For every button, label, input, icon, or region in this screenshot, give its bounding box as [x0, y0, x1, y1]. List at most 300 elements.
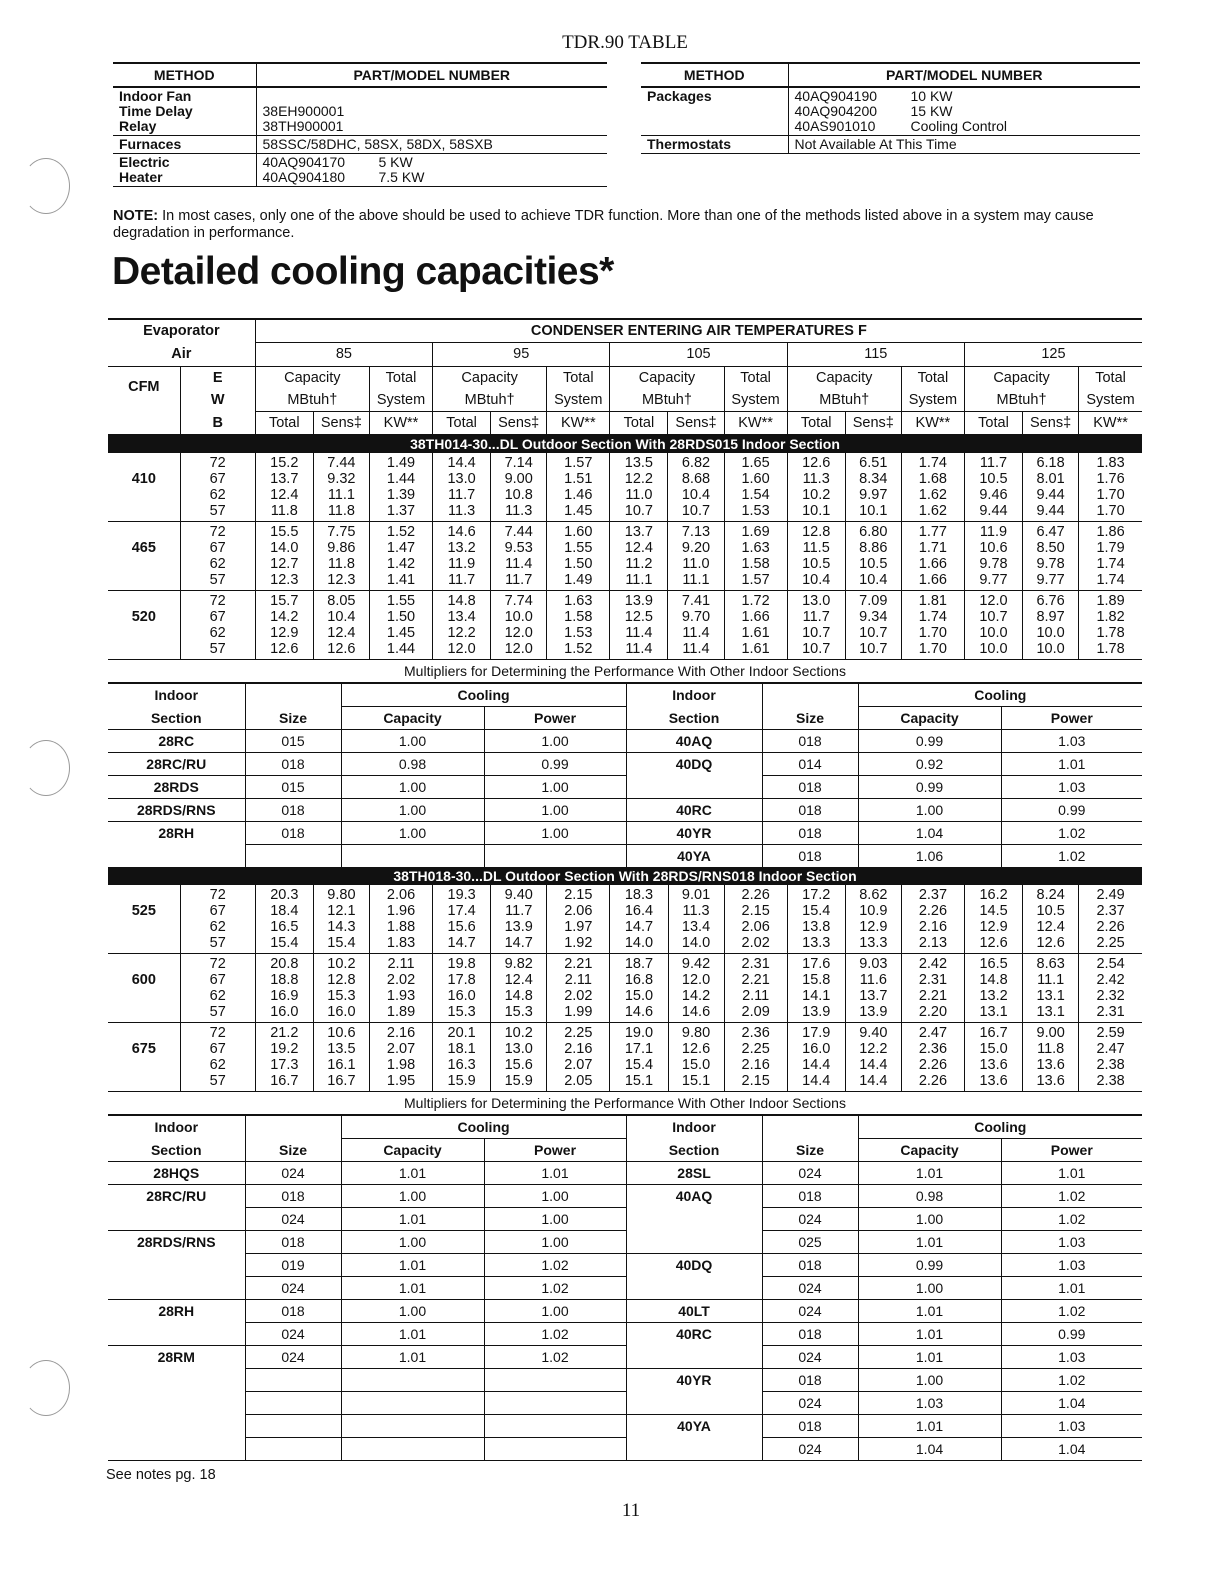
mbtuh-label: MBtuh† [996, 391, 1047, 408]
power-header: Power [1001, 707, 1142, 730]
multiplier-row [108, 776, 1142, 799]
capacity-value: 1.89 [369, 1004, 432, 1023]
cfm-value: 520 [108, 591, 180, 660]
section-name: 28HQS [108, 1162, 245, 1185]
size-blank [245, 684, 341, 707]
capacity-value: 12.5 [610, 609, 668, 625]
multiplier-row [108, 753, 1142, 776]
table-row [108, 609, 1142, 625]
capacity-value: 1.63 [724, 540, 787, 556]
table-row [108, 471, 1142, 487]
method-cell [641, 87, 788, 136]
tdr-row [113, 87, 607, 136]
capacity-value: 12.6 [255, 641, 313, 660]
capacity-value: 12.6 [787, 453, 845, 471]
table-row [108, 625, 1142, 641]
ewb-value: 57 [180, 1004, 255, 1023]
capacity-value: 14.8 [491, 988, 547, 1004]
capacity-label: Capacity [816, 369, 873, 386]
power-multiplier: 0.99 [1001, 799, 1142, 822]
ewb-value: 67 [180, 609, 255, 625]
size-value: 018 [762, 776, 858, 799]
capacity-value: 1.52 [369, 522, 432, 541]
power-multiplier: 1.01 [1001, 1277, 1142, 1300]
capacity-value: 10.2 [313, 954, 369, 973]
capacity-value: 1.44 [369, 641, 432, 660]
capacity-value: 14.4 [433, 453, 491, 471]
size-value: 014 [762, 753, 858, 776]
size-value [245, 1392, 341, 1415]
capacity-value: 12.9 [255, 625, 313, 641]
tdr-row [641, 136, 1140, 154]
capacity-value: 15.5 [255, 522, 313, 541]
size-value: 024 [245, 1323, 341, 1346]
part-number: 40AQ904190 [794, 88, 878, 104]
size-blank [245, 1116, 341, 1139]
capacity-value: 1.54 [724, 487, 787, 503]
method-line: Packages [647, 88, 712, 104]
capacity-header [964, 366, 1078, 411]
capacity-value: 13.1 [965, 1004, 1023, 1023]
capacity-value: 1.45 [547, 503, 610, 522]
size-value [245, 845, 341, 868]
table-row [108, 919, 1142, 935]
table-row [108, 988, 1142, 1004]
capacity-value: 11.4 [610, 625, 668, 641]
capacity-value: 13.0 [491, 1041, 547, 1057]
capacity-value: 10.0 [1023, 641, 1079, 660]
capacity-value: 15.9 [433, 1073, 491, 1092]
size-value: 018 [762, 822, 858, 845]
ewb-value: 72 [180, 522, 255, 541]
capacity-value: 2.36 [901, 1041, 964, 1057]
size-value [245, 1438, 341, 1461]
size-value: 018 [762, 1369, 858, 1392]
capacity-value: 10.5 [964, 471, 1022, 487]
capacity-label: Capacity [461, 369, 518, 386]
capacity-value: 20.1 [433, 1023, 491, 1042]
ewb-w: W [210, 391, 225, 408]
capacity-header: Capacity [858, 707, 1001, 730]
capacity-value: 9.00 [1023, 1023, 1079, 1042]
capacity-value: 1.58 [547, 609, 610, 625]
multiplier-container [108, 683, 1142, 869]
capacity-value: 17.6 [787, 954, 845, 973]
section-name [108, 1254, 245, 1277]
power-multiplier: 1.03 [1001, 1231, 1142, 1254]
capacity-value: 13.7 [610, 522, 668, 541]
power-multiplier: 1.00 [484, 1208, 626, 1231]
header-row [108, 319, 1142, 342]
capacity-value: 8.63 [1023, 954, 1079, 973]
capacity-value: 1.50 [369, 609, 432, 625]
capacity-value: 1.97 [547, 919, 610, 935]
size-value: 024 [762, 1208, 858, 1231]
power-multiplier [484, 1392, 626, 1415]
power-multiplier: 1.02 [1001, 1369, 1142, 1392]
multiplier-row [108, 822, 1142, 845]
section-header: Section [108, 707, 245, 730]
section-name: 40DQ [626, 1254, 762, 1277]
part-number: 58SSC/58DHC, 58SX, 58DX, 58SXB [262, 136, 493, 152]
capacity-value: 17.8 [433, 972, 491, 988]
sens-subheader: Sens‡ [491, 411, 547, 435]
capacity-value: 10.9 [845, 903, 901, 919]
ewb-value: 67 [180, 972, 255, 988]
capacity-value: 11.4 [668, 625, 724, 641]
capacity-value: 12.1 [313, 903, 369, 919]
capacity-value: 14.4 [787, 1073, 845, 1092]
capacity-value: 1.70 [901, 641, 964, 660]
section-header: Section [626, 1139, 762, 1162]
power-multiplier: 1.00 [484, 799, 626, 822]
capacity-multiplier: 1.00 [858, 799, 1001, 822]
method-line: Time Delay [119, 103, 193, 119]
capacity-value: 11.1 [668, 572, 724, 591]
capacity-value: 11.3 [668, 903, 724, 919]
power-multiplier: 1.03 [1001, 1346, 1142, 1369]
capacity-value: 1.96 [369, 903, 432, 919]
ewb-value: 72 [180, 954, 255, 973]
power-multiplier: 1.01 [1001, 1162, 1142, 1185]
capacity-value: 2.11 [547, 972, 610, 988]
multiplier-row [108, 799, 1142, 822]
tdr-row [113, 154, 607, 187]
capacity-value: 10.7 [668, 503, 724, 522]
capacity-value: 2.36 [724, 1023, 787, 1042]
ewb-value: 57 [180, 641, 255, 660]
capacity-value: 15.1 [668, 1073, 724, 1092]
capacity-value: 18.1 [433, 1041, 491, 1057]
capacity-multiplier [341, 845, 484, 868]
capacity-value: 12.8 [787, 522, 845, 541]
capacity-value: 1.66 [724, 609, 787, 625]
capacity-value: 2.11 [724, 988, 787, 1004]
capacity-value: 10.4 [668, 487, 724, 503]
capacity-value: 1.83 [1079, 453, 1142, 471]
ewb-value: 72 [180, 1023, 255, 1042]
capacity-value: 8.24 [1023, 885, 1079, 903]
size-blank [762, 684, 858, 707]
multiplier-row [108, 1231, 1142, 1254]
multiplier-row [108, 1369, 1142, 1392]
capacity-value: 2.21 [901, 988, 964, 1004]
power-header: Power [484, 707, 626, 730]
sub_total-subheader: Total [255, 411, 313, 435]
capacity-header [433, 366, 547, 411]
capacity-value: 13.7 [845, 988, 901, 1004]
capacity-multiplier: 1.01 [858, 1415, 1001, 1438]
total-system-header [724, 366, 787, 411]
capacity-value: 14.4 [845, 1073, 901, 1092]
method-cell [113, 154, 256, 187]
capacity-value: 9.34 [845, 609, 901, 625]
table-row [108, 572, 1142, 591]
capacity-value: 10.7 [787, 625, 845, 641]
header-row [108, 411, 1142, 435]
capacity-value: 1.63 [547, 591, 610, 610]
section-name [626, 1277, 762, 1300]
size-value [245, 1369, 341, 1392]
capacity-value: 2.26 [1079, 919, 1142, 935]
size-value: 024 [762, 1162, 858, 1185]
capacity-value: 10.7 [845, 625, 901, 641]
size-value: 018 [762, 799, 858, 822]
capacity-value: 1.74 [901, 609, 964, 625]
tdr-left-table [113, 62, 607, 187]
capacity-multiplier: 1.01 [858, 1323, 1001, 1346]
capacity-value: 12.0 [668, 972, 724, 988]
section-name: 28RH [158, 825, 195, 842]
note-text: In most cases, only one of the above should be used to achieve TDR function. More than one of the methods listed above in a system may cause degradation in performance. [113, 208, 1094, 241]
power-multiplier [484, 1415, 626, 1438]
capacity-value: 1.74 [1079, 556, 1142, 572]
section-title: 38TH014-30...DL Outdoor Section With 28RDS015 Indoor Section [108, 435, 1142, 453]
part-detail: 10 KW [910, 88, 953, 104]
capacity-multiplier: 1.01 [341, 1208, 484, 1231]
size-value: 015 [245, 730, 341, 753]
size-value: 018 [762, 1323, 858, 1346]
capacity-value: 13.2 [433, 540, 491, 556]
capacity-value: 2.47 [1079, 1041, 1142, 1057]
capacity-value: 11.1 [610, 572, 668, 591]
capacity-value: 14.8 [433, 591, 491, 610]
capacity-value: 2.26 [901, 903, 964, 919]
capacity-value: 1.44 [369, 471, 432, 487]
capacity-value: 15.6 [491, 1057, 547, 1073]
method-line: Thermostats [647, 136, 732, 152]
capacity-value: 11.8 [255, 503, 313, 522]
part-line [795, 137, 1135, 152]
size-value: 018 [245, 753, 341, 776]
section-title: 38TH018-30...DL Outdoor Section With 28RDS/RNS018 Indoor Section [108, 868, 1142, 885]
power-multiplier: 0.99 [484, 753, 626, 776]
part-number: Not Available At This Time [794, 136, 957, 152]
capacity-value: 18.8 [255, 972, 313, 988]
capacity-value: 15.2 [255, 453, 313, 471]
capacity-value: 15.7 [255, 591, 313, 610]
sens-subheader: Sens‡ [313, 411, 369, 435]
capacity-value: 11.3 [433, 503, 491, 522]
capacity-value: 12.9 [845, 919, 901, 935]
capacity-value: 12.2 [433, 625, 491, 641]
capacity-value: 8.97 [1023, 609, 1079, 625]
capacity-multiplier: 1.03 [858, 1392, 1001, 1415]
tdr-note [113, 208, 1153, 242]
capacity-value: 13.6 [965, 1057, 1023, 1073]
capacity-value: 15.0 [668, 1057, 724, 1073]
total-system-header [547, 366, 610, 411]
capacity-value: 1.65 [724, 453, 787, 471]
punch-hole-icon [22, 1360, 70, 1416]
capacity-value: 16.9 [255, 988, 313, 1004]
capacity-value: 17.4 [433, 903, 491, 919]
power-multiplier: 1.02 [1001, 845, 1142, 868]
capacity-value: 1.52 [547, 641, 610, 660]
capacity-value: 1.95 [369, 1073, 432, 1092]
cfm-value: 600 [108, 954, 180, 1023]
section-name: 28RH [158, 1303, 195, 1320]
part-number: 40AS901010 [794, 118, 876, 134]
method-line: Furnaces [119, 136, 182, 152]
power-multiplier: 1.03 [1001, 776, 1142, 799]
capacity-value: 1.57 [547, 453, 610, 471]
multiplier-table [108, 684, 1142, 869]
multiplier-caption: Multipliers for Determining the Performance With Other Indoor Sections [108, 1092, 1142, 1115]
capacity-value: 9.80 [313, 885, 369, 903]
capacity-value: 15.3 [491, 1004, 547, 1023]
capacity-value: 1.53 [724, 503, 787, 522]
multiplier-container [108, 1115, 1142, 1462]
capacity-value: 17.9 [787, 1023, 845, 1042]
capacity-value: 11.7 [964, 453, 1022, 471]
table-row [108, 503, 1142, 522]
capacity-value: 2.42 [1079, 972, 1142, 988]
capacity-value: 12.0 [491, 641, 547, 660]
ewb-value: 62 [180, 625, 255, 641]
indoor-header: Indoor [626, 1116, 762, 1139]
table-row [108, 972, 1142, 988]
size-value: 024 [762, 1438, 858, 1461]
table-row [108, 540, 1142, 556]
ewb-value: 57 [180, 572, 255, 591]
capacity-value: 16.7 [255, 1073, 313, 1092]
capacity-value: 2.49 [1079, 885, 1142, 903]
capacity-value: 14.3 [313, 919, 369, 935]
capacity-value: 14.2 [255, 609, 313, 625]
ewb-value: 72 [180, 453, 255, 471]
power-multiplier: 1.00 [484, 730, 626, 753]
capacity-value: 13.0 [787, 591, 845, 610]
capacity-value: 16.0 [313, 1004, 369, 1023]
section-name: 40RC [626, 1323, 762, 1346]
capacity-value: 9.80 [668, 1023, 724, 1042]
temp-header: 85 [255, 342, 432, 366]
size-value: 024 [245, 1346, 341, 1369]
capacity-value: 2.15 [724, 903, 787, 919]
size-value: 018 [245, 1231, 341, 1254]
capacity-value: 15.4 [255, 935, 313, 954]
note-label: NOTE: [113, 208, 159, 224]
capacity-value: 10.4 [313, 609, 369, 625]
capacity-value: 9.32 [313, 471, 369, 487]
cooling-header: Cooling [341, 1116, 626, 1139]
capacity-value: 12.4 [1023, 919, 1079, 935]
table-row [108, 885, 1142, 903]
capacity-value: 10.0 [491, 609, 547, 625]
capacity-value: 1.76 [1079, 471, 1142, 487]
system-label: System [376, 391, 426, 408]
method-header: METHOD [641, 63, 788, 87]
capacity-value: 1.92 [547, 935, 610, 954]
capacity-value: 10.5 [787, 556, 845, 572]
capacity-value: 1.57 [724, 572, 787, 591]
ewb-value: 67 [180, 1041, 255, 1057]
section-name: 28RDS/RNS [136, 1234, 216, 1251]
capacity-value: 2.25 [724, 1041, 787, 1057]
capacity-value: 15.0 [610, 988, 668, 1004]
capacity-value: 15.8 [787, 972, 845, 988]
capacity-value: 11.9 [964, 522, 1022, 541]
capacity-value: 10.6 [313, 1023, 369, 1042]
capacity-value: 14.8 [965, 972, 1023, 988]
kw-subheader: KW** [1079, 411, 1142, 435]
section-name: 28RDS [108, 776, 245, 799]
capacity-value: 16.0 [433, 988, 491, 1004]
total-system-header [1079, 366, 1142, 411]
power-multiplier [484, 845, 626, 868]
capacity-value: 2.37 [1079, 903, 1142, 919]
capacity-value: 18.4 [255, 903, 313, 919]
capacity-value: 1.71 [901, 540, 964, 556]
multiplier-caption-row [108, 660, 1142, 683]
capacity-value: 9.40 [491, 885, 547, 903]
capacity-value: 2.25 [547, 1023, 610, 1042]
capacity-value: 11.8 [313, 503, 369, 522]
capacity-value: 10.2 [491, 1023, 547, 1042]
part-line [263, 170, 602, 185]
power-multiplier: 1.02 [484, 1277, 626, 1300]
part-line [263, 89, 602, 104]
capacity-multiplier: 1.01 [341, 1323, 484, 1346]
capacity-value: 9.44 [1023, 503, 1079, 522]
section-name: 28RC [108, 730, 245, 753]
capacity-value: 13.8 [787, 919, 845, 935]
capacity-value: 1.39 [369, 487, 432, 503]
capacity-value: 1.68 [901, 471, 964, 487]
section-band [108, 435, 1142, 453]
mbtuh-label: MBtuh† [287, 391, 338, 408]
capacity-value: 18.3 [610, 885, 668, 903]
capacity-value: 7.75 [313, 522, 369, 541]
capacity-value: 12.6 [313, 641, 369, 660]
capacity-value: 15.4 [313, 935, 369, 954]
capacity-value: 2.09 [724, 1004, 787, 1023]
capacity-value: 19.3 [433, 885, 491, 903]
capacity-value: 1.78 [1079, 641, 1142, 660]
ewb-value: 62 [180, 556, 255, 572]
capacity-value: 7.13 [668, 522, 724, 541]
capacity-value: 1.58 [724, 556, 787, 572]
capacity-value: 6.76 [1023, 591, 1079, 610]
method-line: Heater [119, 169, 163, 185]
capacity-value: 10.0 [964, 625, 1022, 641]
multiplier-header-row [108, 1139, 1142, 1162]
table-row [108, 1023, 1142, 1042]
power-multiplier: 1.02 [1001, 1185, 1142, 1208]
section-name: 40AQ [626, 730, 762, 753]
punch-hole-icon [22, 158, 70, 214]
header-row [108, 366, 1142, 411]
capacity-value: 16.0 [787, 1041, 845, 1057]
capacity-multiplier: 0.92 [858, 753, 1001, 776]
capacity-value: 9.40 [845, 1023, 901, 1042]
table-row [108, 641, 1142, 660]
section-name: 40YR [626, 822, 762, 845]
power-multiplier: 1.02 [484, 1323, 626, 1346]
tdr-row [113, 136, 607, 154]
sens-subheader: Sens‡ [668, 411, 724, 435]
section-name [626, 1346, 762, 1369]
capacity-value: 2.26 [901, 1057, 964, 1073]
capacity-value: 12.2 [845, 1041, 901, 1057]
tdr-row [641, 87, 1140, 136]
capacity-value: 1.83 [369, 935, 432, 954]
capacity-value: 1.49 [547, 572, 610, 591]
capacity-value: 1.98 [369, 1057, 432, 1073]
capacity-value: 14.6 [610, 1004, 668, 1023]
capacity-value: 1.74 [1079, 572, 1142, 591]
